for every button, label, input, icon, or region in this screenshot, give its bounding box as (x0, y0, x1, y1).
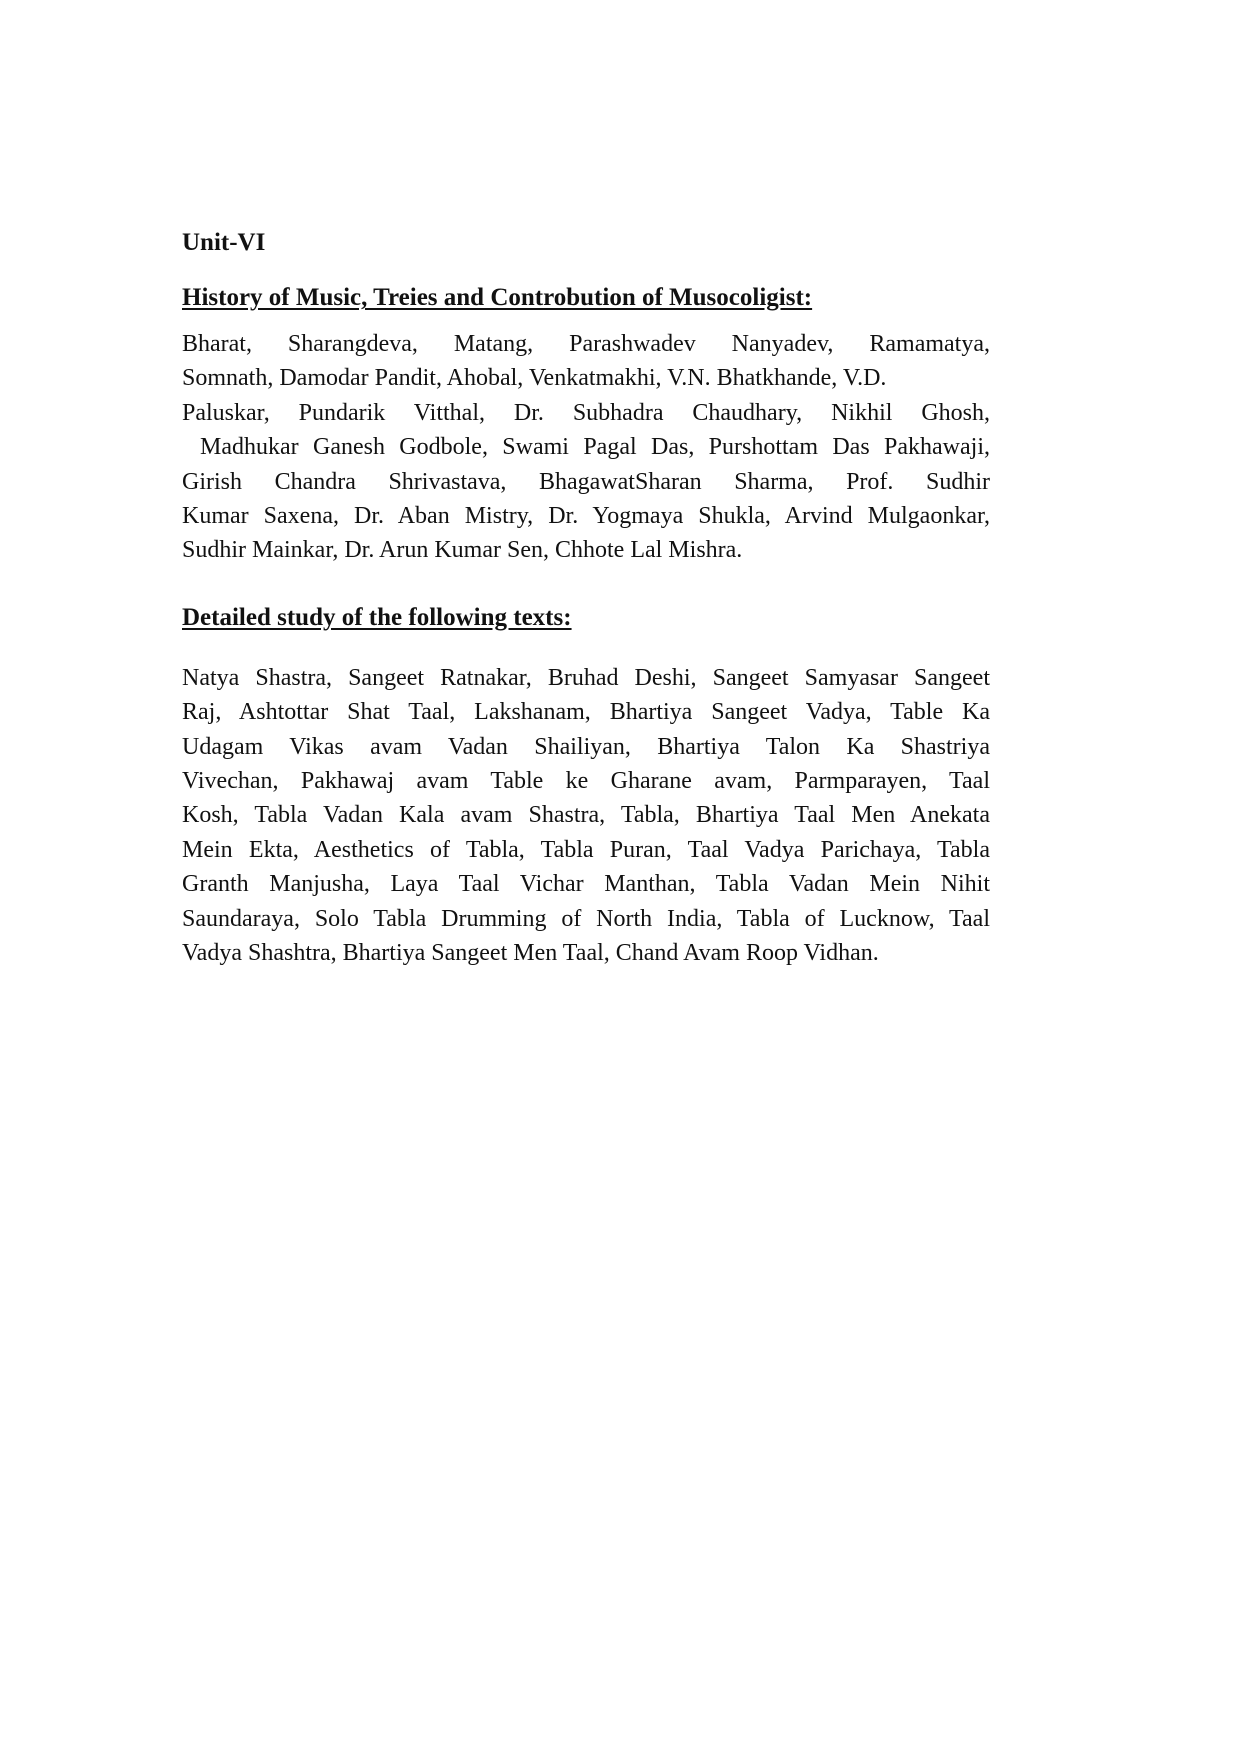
unit-title: Unit-VI (182, 229, 266, 256)
history-line: Sudhir Mainkar, Dr. Arun Kumar Sen, Chhote Lal Mishra. (182, 537, 743, 564)
texts-line: Saundaraya, Solo Tabla Drumming of North India, Tabla of Lucknow, Taal (182, 905, 990, 932)
history-section-heading: History of Music, Treies and Controbution of Musocoligist: (182, 284, 813, 311)
texts-line: Udagam Vikas avam Vadan Shailiyan, Bhartiya Talon Ka Shastriya (182, 733, 990, 760)
texts-line: Vivechan, Pakhawaj avam Table ke Gharane avam, Parmparayen, Taal (182, 768, 990, 795)
texts-line: Natya Shastra, Sangeet Ratnakar, Bruhad Deshi, Sangeet Samyasar Sangeet (182, 664, 990, 691)
document-content (182, 228, 990, 971)
history-line: Somnath, Damodar Pandit, Ahobal, Venkatmakhi, V.N. Bhatkhande, V.D. (182, 365, 887, 392)
texts-line: Vadya Shashtra, Bhartiya Sangeet Men Taal, Chand Avam Roop Vidhan. (182, 940, 879, 967)
history-line: Girish Chandra Shrivastava, BhagawatSharan Sharma, Prof. Sudhir (182, 468, 990, 495)
history-line: Paluskar, Pundarik Vitthal, Dr. Subhadra Chaudhary, Nikhil Ghosh, (182, 399, 990, 426)
history-line: Madhukar Ganesh Godbole, Swami Pagal Das, Purshottam Das Pakhawaji, (200, 434, 990, 461)
history-paragraph (182, 327, 990, 568)
texts-paragraph (182, 661, 990, 971)
history-line: Kumar Saxena, Dr. Aban Mistry, Dr. Yogmaya Shukla, Arvind Mulgaonkar, (182, 503, 990, 530)
texts-line: Kosh, Tabla Vadan Kala avam Shastra, Tabla, Bhartiya Taal Men Anekata (182, 802, 990, 829)
texts-section-heading: Detailed study of the following texts: (182, 603, 572, 631)
history-line: Bharat, Sharangdeva, Matang, Parashwadev Nanyadev, Ramamatya, (182, 331, 990, 357)
texts-line: Mein Ekta, Aesthetics of Tabla, Tabla Puran, Taal Vadya Parichaya, Tabla (182, 836, 990, 863)
texts-line: Raj, Ashtottar Shat Taal, Lakshanam, Bhartiya Sangeet Vadya, Table Ka (182, 699, 990, 726)
texts-line: Granth Manjusha, Laya Taal Vichar Manthan, Tabla Vadan Mein Nihit (182, 871, 990, 898)
